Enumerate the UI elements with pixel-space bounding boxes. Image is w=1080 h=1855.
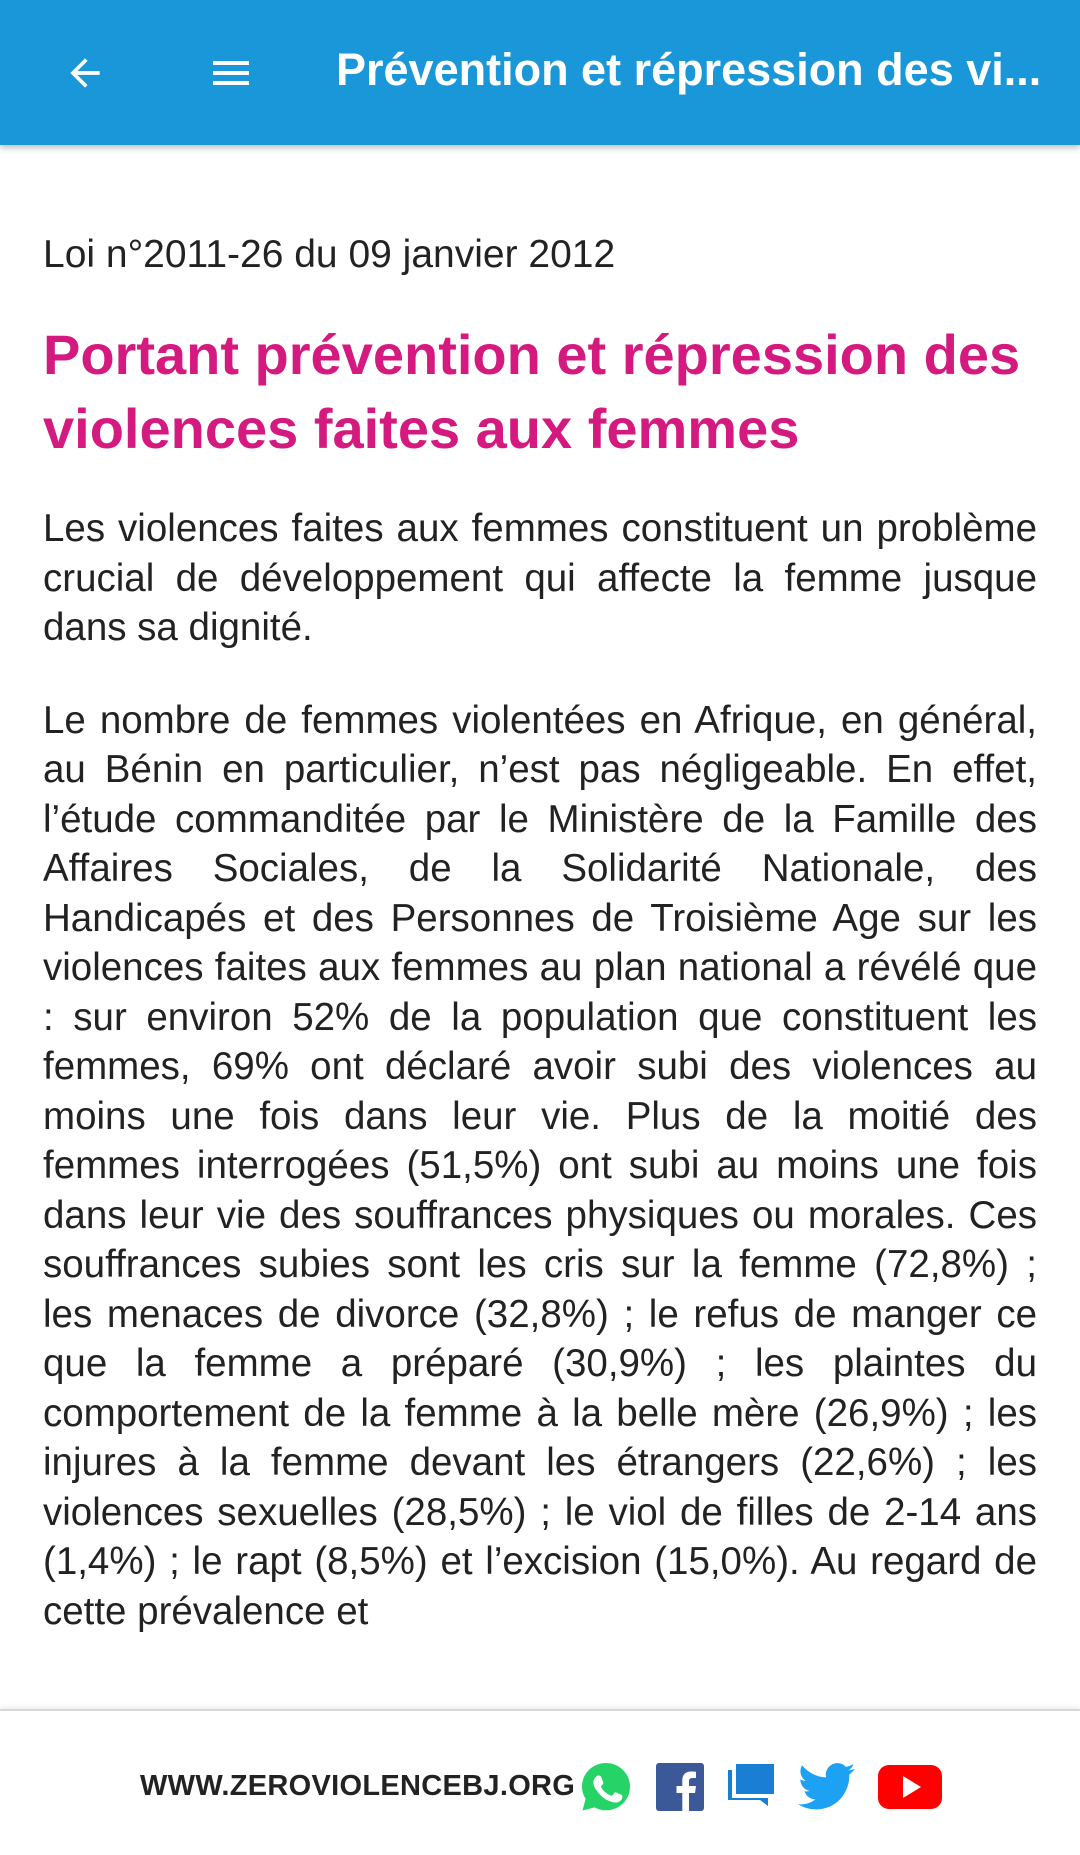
article-heading: Portant prévention et répression des violences faites aux femmes — [43, 323, 1021, 460]
back-button[interactable] — [50, 38, 120, 108]
arrow-left-icon — [63, 51, 107, 95]
app-bar — [0, 0, 1080, 145]
law-reference: Loi n°2011-26 du 09 janvier 2012 — [43, 233, 616, 276]
youtube-icon — [878, 1763, 942, 1811]
article-paragraph: Le nombre de femmes violentées en Afrique, en général, au Bénin en particulier, n’est pas négligeable. En effet, l’étude commanditée par le Ministère de la Famille des Affaires Sociales, de la Solidarité Nationale, des Handicapés et des Personnes de Troisième Age sur les violences faites aux femmes au plan national a révélé que : sur environ 52% de la population que constituent les femmes, 69% ont déclaré avoir subi des violences au moins une fois dans leur vie. Plus de la moitié des femmes interrogées (51,5%) ont subi au moins une fois dans leur vie des souffrances physiques ou morales. Ces souffrances subies sont les cris sur la femme (72,8%) ; les menaces de divorce (32,8%) ; le refus de manger ce que la femme a préparé (30,9%) ; les plaintes du comportement de la femme à la belle mère (26,9%) ; les injures à la femme devant les étrangers (22,6%) ; les violences sexuelles (28,5%) ; le viol de filles de 2-14 ans (1,4%) ; le rapt (8,5%) et l’excision (15,0%). Au regard de cette prévalence et — [43, 698, 1037, 1633]
article-content[interactable] — [43, 145, 1037, 1709]
facebook-button[interactable] — [651, 1758, 709, 1816]
article-paragraph: Les violences faites aux femmes constituent un problème crucial de développement qui affecte la femme jusque dans sa dignité. — [43, 507, 1037, 649]
menu-button[interactable] — [196, 38, 266, 108]
chat-button[interactable] — [722, 1758, 780, 1816]
facebook-icon — [656, 1763, 704, 1811]
twitter-button[interactable] — [798, 1758, 856, 1816]
twitter-icon — [798, 1762, 856, 1812]
chat-icon — [724, 1760, 778, 1814]
youtube-button[interactable] — [878, 1758, 942, 1816]
whatsapp-icon — [578, 1759, 634, 1815]
page-title: Prévention et répression des vi... — [336, 44, 1042, 95]
footer-bar — [0, 1709, 1080, 1855]
hamburger-menu-icon — [207, 49, 255, 97]
website-link[interactable]: WWW.ZEROVIOLENCEBJ.ORG — [140, 1770, 576, 1802]
whatsapp-button[interactable] — [577, 1758, 635, 1816]
